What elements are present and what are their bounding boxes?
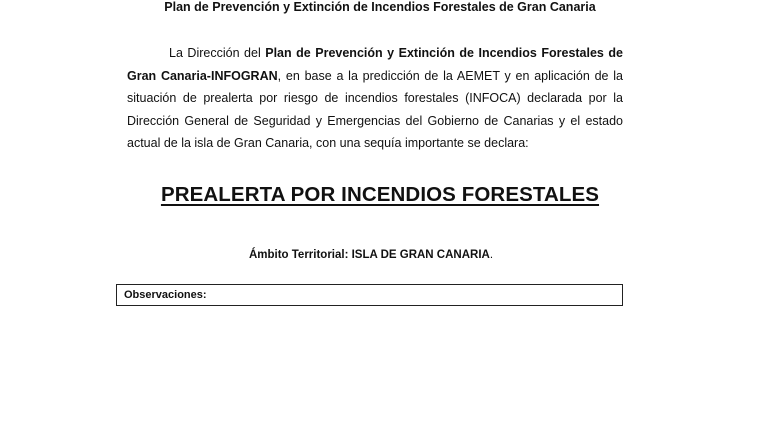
scope-suffix: . bbox=[489, 249, 494, 261]
observations-box bbox=[116, 284, 623, 306]
paragraph-body: , en base a la predicción de la AEMET y en aplicación de la situación de prealerta por riesgo de incendios forestales (INFOCA) declarada por la Dirección General de Seguridad y Emergencias del Gobierno de Canarias y el estado actual de la isla de Gran Canaria, con una sequía importante se declara: bbox=[127, 68, 623, 150]
document-header-title: Plan de Prevención y Extinción de Incendios Forestales de Gran Canaria bbox=[164, 0, 596, 14]
scope-label: Ámbito Territorial: bbox=[248, 249, 352, 261]
territorial-scope bbox=[0, 249, 742, 261]
paragraph-intro: La Dirección del bbox=[169, 46, 266, 60]
alert-heading bbox=[0, 183, 760, 207]
observations-label: Observaciones: bbox=[124, 289, 207, 301]
scope-value: ISLA DE GRAN CANARIA bbox=[351, 249, 490, 261]
plan-name: Plan de Prevención y Extinción de Incendios Forestales de Gran Canaria-INFOGRAN bbox=[127, 46, 623, 83]
declaration-paragraph bbox=[127, 42, 623, 155]
alert-title-text: PREALERTA POR INCENDIOS FORESTALES bbox=[160, 183, 600, 206]
